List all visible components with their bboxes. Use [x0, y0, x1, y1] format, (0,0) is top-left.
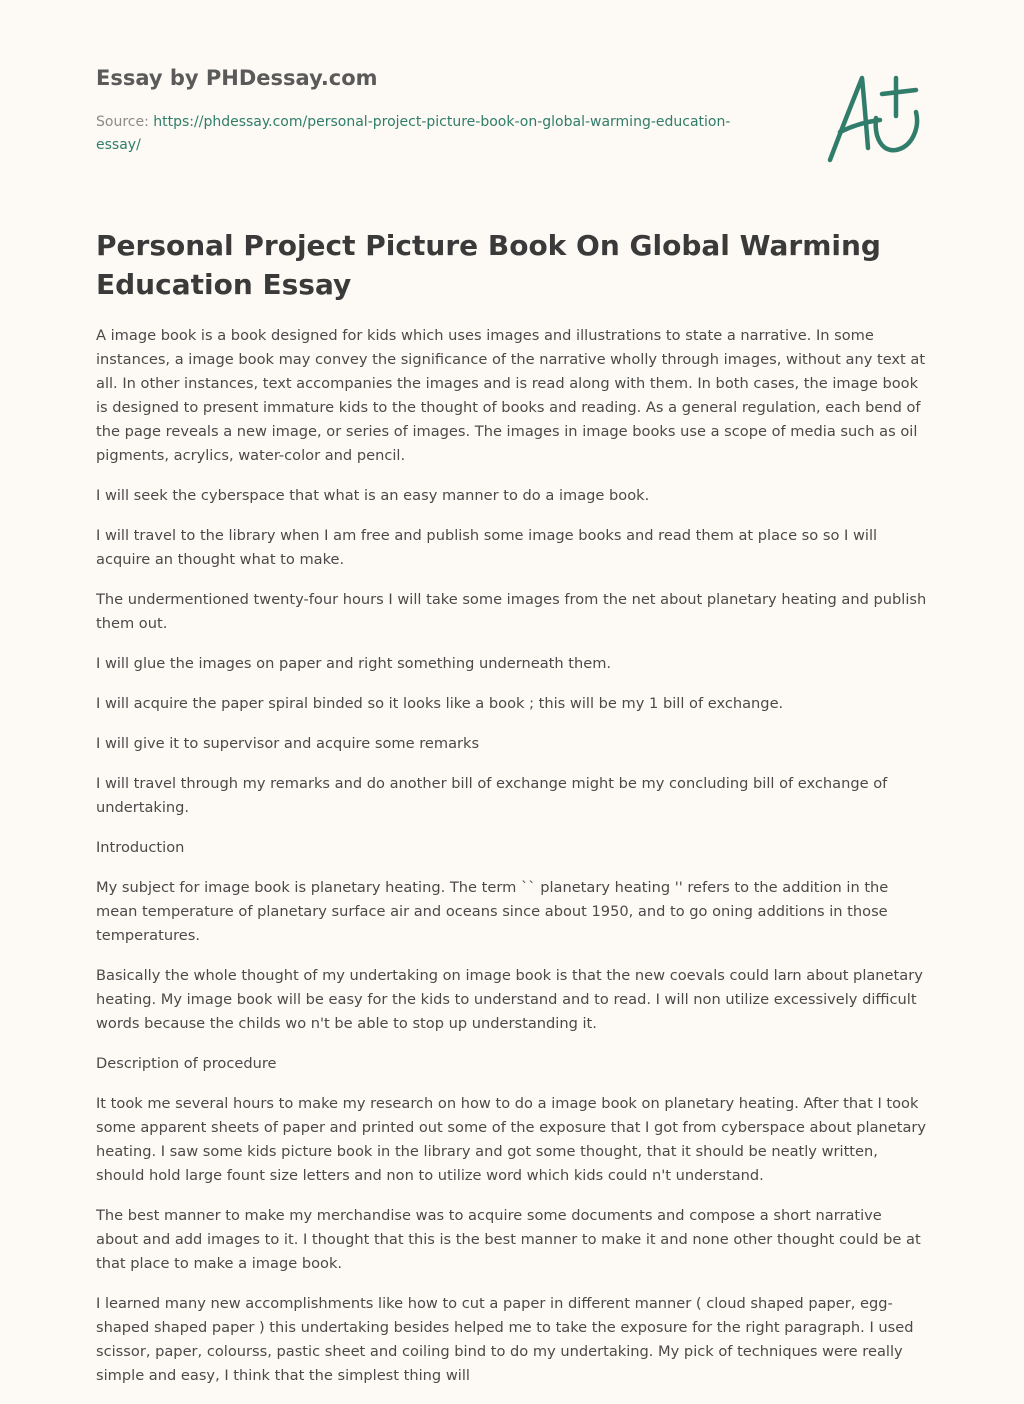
- paragraph: The best manner to make my merchandise was to acquire some documents and compose a short narrative about and add images to it. I thought that this is the best manner to make it and none other thought could be at that place to make a image book.: [96, 1207, 921, 1272]
- site-title: Essay by PHDessay.com: [96, 66, 378, 90]
- paragraph: I will acquire the paper spiral binded so it looks like a book ; this will be my 1 bill of exchange.: [96, 695, 784, 712]
- source-link[interactable]: https://phdessay.com/personal-project-picture-book-on-global-warming-education-essay/: [96, 114, 731, 153]
- essay-title: Personal Project Picture Book On Global Warming Education Essay: [96, 229, 881, 301]
- section-heading-introduction: Introduction: [96, 839, 185, 856]
- paragraph: The undermentioned twenty-four hours I will take some images from the net about planetary heating and publish them out.: [96, 591, 927, 632]
- source-line: [96, 111, 736, 157]
- paragraph: I will give it to supervisor and acquire some remarks: [96, 735, 480, 752]
- paragraph: I will travel through my remarks and do another bill of exchange might be my concluding bill of exchange of undertaking.: [96, 775, 888, 816]
- essay-body: [96, 324, 928, 1404]
- a-plus-logo-icon: [820, 68, 930, 168]
- paragraph: Basically the whole thought of my undertaking on image book is that the new coevals could larn about planetary heating. My image book will be easy for the kids to understand and to read. I will non utilize excessively difficult words because the childs wo n't be able to stop up understanding it.: [96, 967, 923, 1032]
- paragraph: It took me several hours to make my research on how to do a image book on planetary heating. After that I took some apparent sheets of paper and printed out some of the exposure that I got from cyberspace about planetary heating. I saw some kids picture book in the library and got some thought, that it should be neatly written, should hold large fount size letters and non to utilize word which kids could n't understand.: [96, 1095, 927, 1184]
- paragraph: I will travel to the library when I am free and publish some image books and read them at place so so I will acquire an thought what to make.: [96, 527, 878, 568]
- paragraph: My subject for image book is planetary heating. The term `` planetary heating '' refers to the addition in the mean temperature of planetary surface air and oceans since about 1950, and to go oning additions in those temperatures.: [96, 879, 889, 944]
- paragraph: I will seek the cyberspace that what is an easy manner to do a image book.: [96, 487, 650, 504]
- source-label: Source:: [96, 114, 154, 130]
- section-heading-procedure: Description of procedure: [96, 1055, 277, 1072]
- paragraph: I will glue the images on paper and right something underneath them.: [96, 655, 612, 672]
- paragraph: I learned many new accomplishments like how to cut a paper in different manner ( cloud shaped paper, egg-shaped shaped paper ) this undertaking besides helped me to take the exposure for the right paragraph. I used scissor, paper, colourss, pastic sheet and coiling bind to do my undertaking. My pick of techniques were really simple and easy, I think that the simplest thing will: [96, 1295, 914, 1384]
- paragraph: A image book is a book designed for kids which uses images and illustrations to state a narrative. In some instances, a image book may convey the significance of the narrative wholly through images, without any text at all. In other instances, text accompanies the images and is read along with them. In both cases, the image book is designed to present immature kids to the thought of books and reading. As a general regulation, each bend of the page reveals a new image, or series of images. The images in image books use a scope of media such as oil pigments, acrylics, water-color and pencil.: [96, 327, 926, 464]
